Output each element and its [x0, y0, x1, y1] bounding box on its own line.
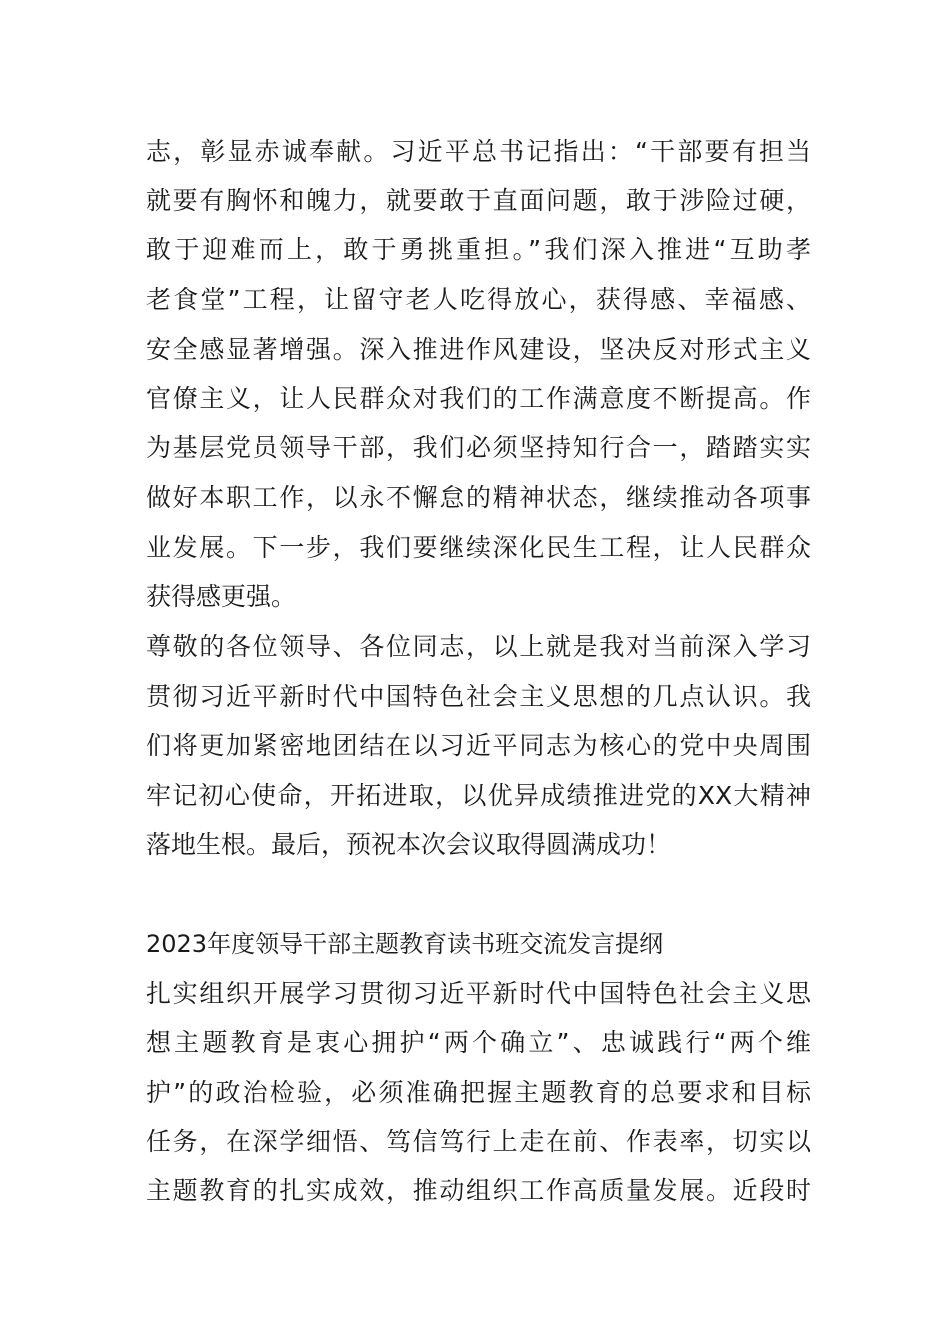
paragraph-1-line-3: 敢于迎难而上，敢于勇挑重担。”我们深入推进“互助孝: [146, 235, 811, 264]
paragraph-1-line-2: 就要有胸怀和魄力，就要敢于直面问题，敢于涉险过硬，: [146, 186, 811, 215]
paragraph-3-line-4: 任务，在深学细悟、笃信笃行上走在前、作表率，切实以: [146, 1127, 811, 1156]
paragraph-2-line-3: 们将更加紧密地团结在以习近平同志为核心的党中央周围: [146, 731, 811, 760]
section-title: 2023年度领导干部主题教育读书班交流发言提纲: [146, 930, 664, 958]
paragraph-2-line-1: 尊敬的各位领导、各位同志，以上就是我对当前深入学习: [146, 632, 811, 661]
paragraph-1-line-10: 获得感更强。: [146, 582, 297, 611]
paragraph-3-line-5: 主题教育的扎实成效，推动组织工作高质量发展。近段时: [146, 1176, 811, 1205]
paragraph-3-line-3: 护”的政治检验，必须准确把握主题教育的总要求和目标: [146, 1078, 811, 1107]
paragraph-1-line-7: 为基层党员领导干部，我们必须坚持知行合一，踏踏实实: [146, 433, 811, 462]
paragraph-2-line-2: 贯彻习近平新时代中国特色社会主义思想的几点认识。我: [146, 682, 811, 711]
paragraph-2-line-5: 落地生根。最后，预祝本次会议取得圆满成功！: [146, 830, 672, 859]
paragraph-1-line-4: 老食堂”工程，让留守老人吃得放心，获得感、幸福感、: [146, 285, 811, 314]
paragraph-1-line-9: 业发展。下一步，我们要继续深化民生工程，让人民群众: [146, 533, 811, 562]
paragraph-1-line-1: 志，彰显赤诚奉献。习近平总书记指出：“干部要有担当: [146, 137, 811, 166]
paragraph-1-line-6: 官僚主义，让人民群众对我们的工作满意度不断提高。作: [146, 384, 811, 413]
paragraph-3-line-2: 想主题教育是衷心拥护“两个确立”、忠诚践行“两个维: [146, 1028, 811, 1057]
paragraph-3-line-1: 扎实组织开展学习贯彻习近平新时代中国特色社会主义思: [146, 979, 811, 1008]
paragraph-1-line-5: 安全感显著增强。深入推进作风建设，坚决反对形式主义: [146, 335, 811, 364]
paragraph-2-line-4: 牢记初心使命，开拓进取，以优异成绩推进党的XX大精神: [146, 781, 811, 810]
paragraph-1-line-8: 做好本职工作，以永不懈怠的精神状态，继续推动各项事: [146, 483, 811, 512]
